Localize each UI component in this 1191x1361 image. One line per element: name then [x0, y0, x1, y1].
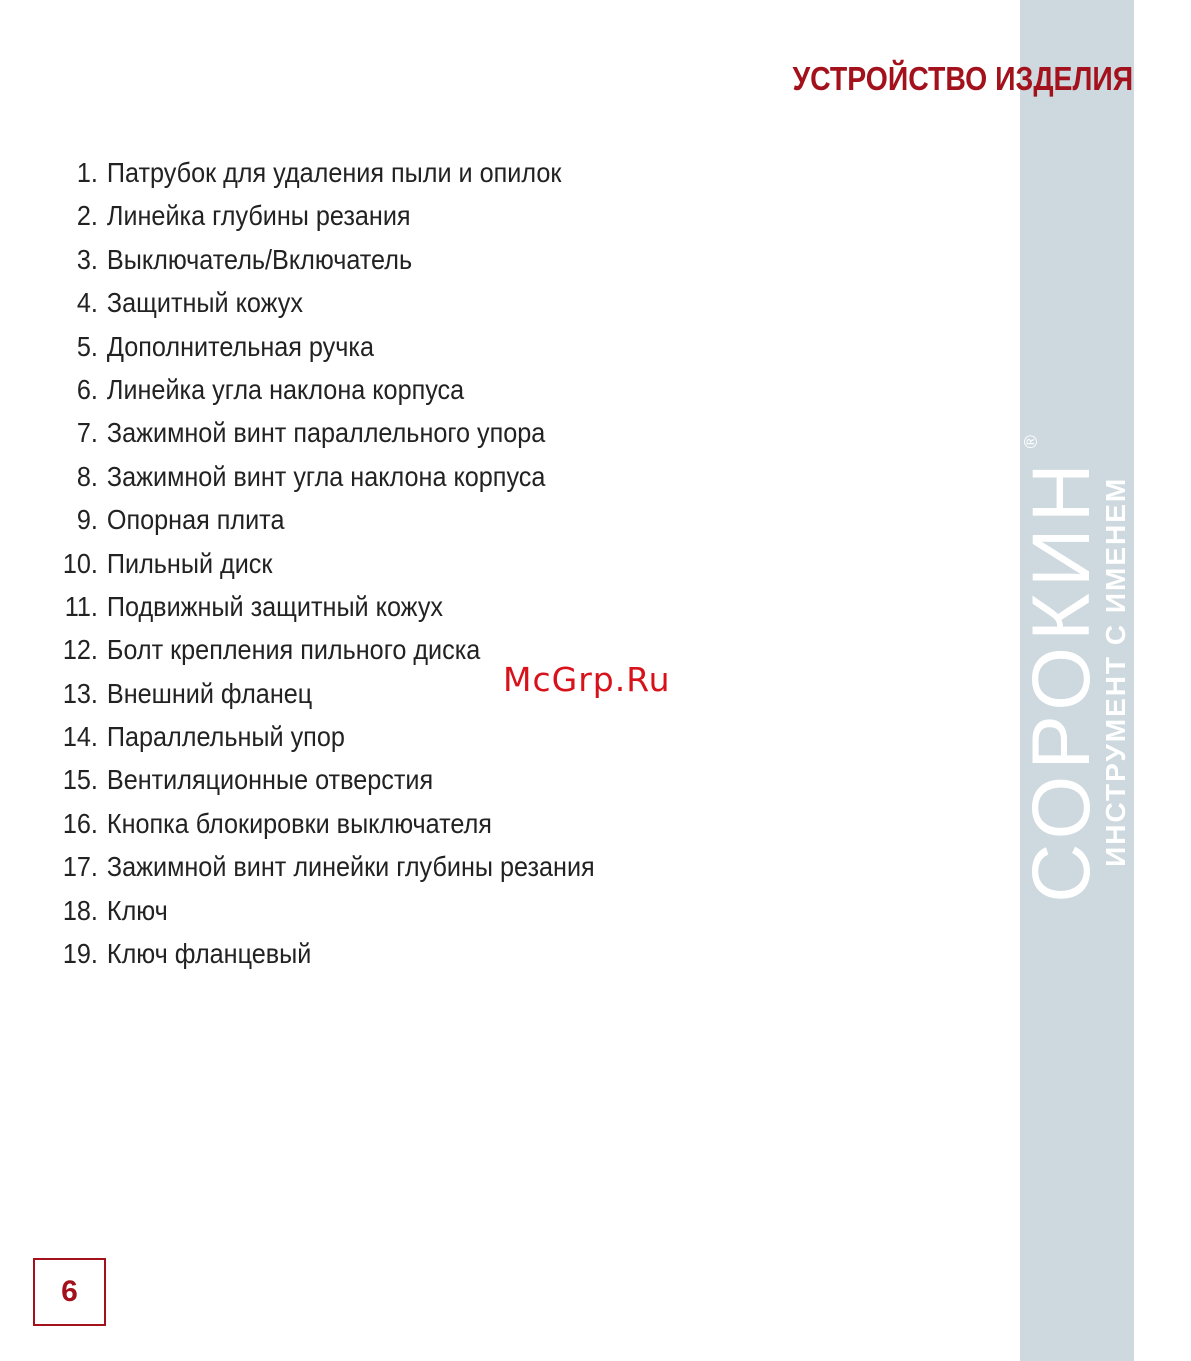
item-number: 6. — [76, 373, 98, 405]
item-label: Зажимной винт линейки глубины резания — [106, 851, 595, 883]
item-label: Пильный диск — [106, 547, 273, 579]
item-number: 14. — [62, 721, 98, 753]
list-item — [52, 455, 595, 498]
item-label: Линейка глубины резания — [106, 200, 411, 232]
list-item — [52, 194, 595, 237]
item-number: 19. — [62, 938, 98, 970]
item-number: 7. — [76, 417, 98, 449]
item-label: Вентиляционные отверстия — [106, 764, 434, 796]
item-number: 5. — [76, 330, 98, 362]
item-number: 4. — [76, 287, 98, 319]
list-item — [52, 845, 595, 888]
list-item — [52, 151, 595, 194]
item-number: 15. — [62, 764, 98, 796]
item-label: Кнопка блокировки выключателя — [106, 807, 492, 839]
list-item — [52, 542, 595, 585]
item-number: 9. — [76, 504, 98, 536]
item-label: Подвижный защитный кожух — [106, 590, 444, 622]
list-item — [52, 585, 595, 628]
item-label: Ключ фланцевый — [106, 938, 312, 970]
item-label: Опорная плита — [106, 504, 285, 536]
item-label: Линейка угла наклона корпуса — [106, 373, 465, 405]
item-label: Зажимной винт угла наклона корпуса — [106, 460, 546, 492]
list-item — [52, 802, 595, 845]
item-label: Параллельный упор — [106, 721, 345, 753]
list-item — [52, 238, 595, 281]
item-label: Защитный кожух — [106, 287, 303, 319]
item-number: 17. — [62, 851, 98, 883]
item-number: 2. — [76, 200, 98, 232]
list-item — [52, 281, 595, 324]
list-item — [52, 932, 595, 975]
list-item — [52, 758, 595, 801]
brand-name: СОРОКИН — [1016, 457, 1107, 903]
registered-mark: ® — [1021, 435, 1041, 449]
item-label: Ключ — [106, 894, 168, 926]
item-number: 10. — [62, 547, 98, 579]
item-label: Болт крепления пильного диска — [106, 634, 481, 666]
item-number: 18. — [62, 894, 98, 926]
parts-list — [52, 151, 655, 975]
item-number: 3. — [76, 243, 98, 275]
item-number: 16. — [62, 807, 98, 839]
list-item — [52, 368, 595, 411]
item-number: 12. — [62, 634, 98, 666]
item-number: 13. — [62, 677, 98, 709]
item-number: 11. — [64, 590, 98, 622]
item-label: Внешний фланец — [106, 677, 313, 709]
item-label: Зажимной винт параллельного упора — [106, 417, 546, 449]
page-title: УСТРОЙСТВО ИЗДЕЛИЯ — [792, 60, 1133, 97]
item-label: Патрубок для удаления пыли и опилок — [106, 157, 562, 188]
list-item — [52, 889, 595, 932]
item-label: Выключатель/Включатель — [106, 243, 413, 275]
page-number: 6 — [33, 1258, 106, 1326]
list-item — [52, 715, 595, 758]
item-label: Дополнительная ручка — [106, 330, 374, 362]
item-number: 1. — [76, 157, 98, 188]
watermark: McGrp.Ru — [503, 660, 671, 699]
list-item — [52, 411, 595, 454]
item-number: 8. — [76, 460, 98, 492]
brand-tagline: ИНСТРУМЕНТ С ИМЕНЕМ — [1100, 476, 1131, 867]
list-item — [52, 498, 595, 541]
list-item — [52, 325, 595, 368]
